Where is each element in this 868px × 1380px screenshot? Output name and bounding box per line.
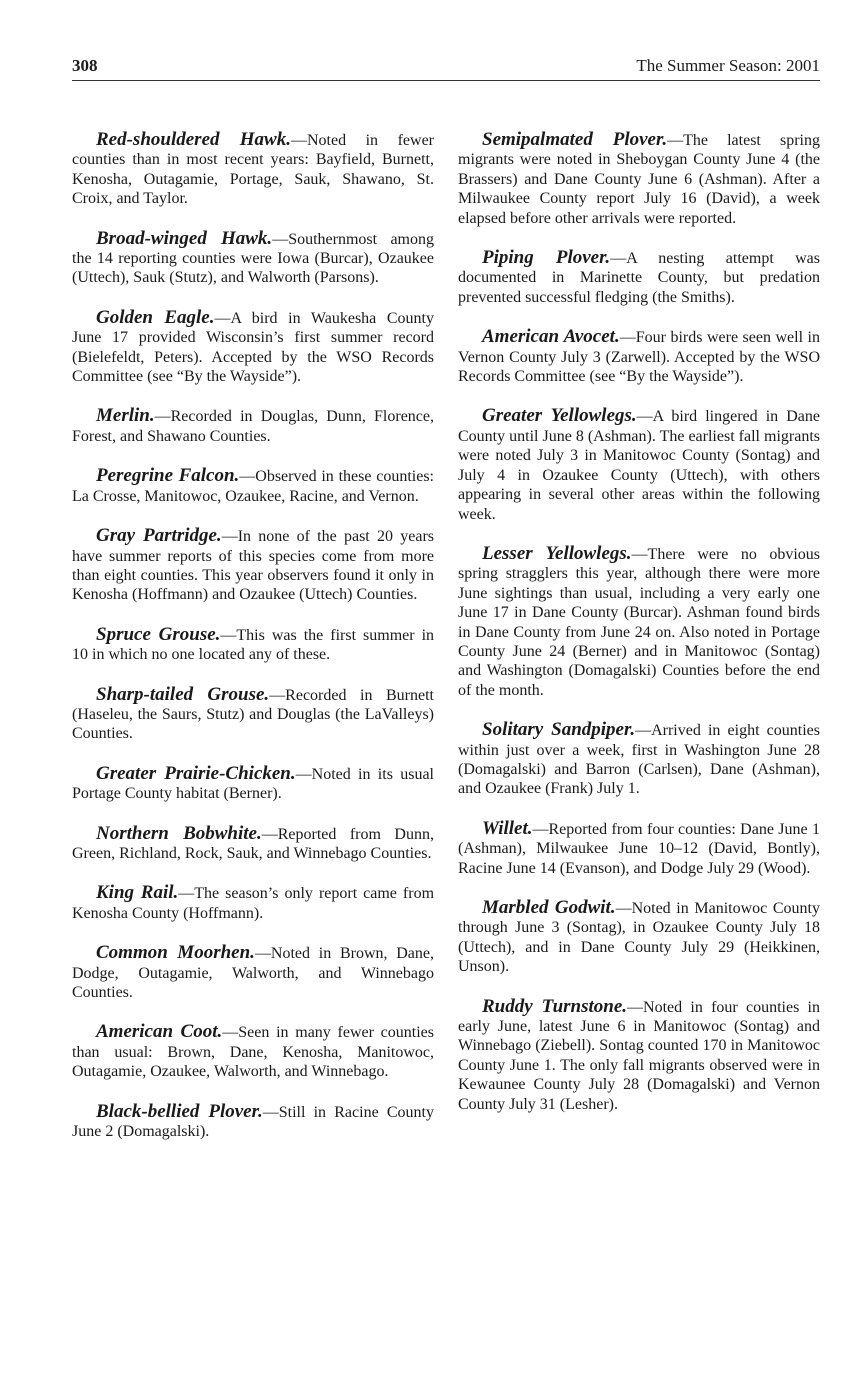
species-entry: Piping Plover.—A nesting attempt was documented in Marinette County, but predation prevented successful fledging (the Smiths). — [458, 247, 820, 306]
species-note: Noted in four counties in early June, latest June 6 in Manitowoc (Sontag) and Winnebago (Ziebell). Sontag counted 170 in Manitowoc County June 1. The only fall migrants observed were in Kewaunee County July 28 (Domagalski) and Vernon County July 31 (Lesher). — [458, 998, 820, 1113]
species-name: Sharp-tailed Grouse. — [96, 683, 270, 705]
species-note: A bird in Waukesha County June 17 provided Wisconsin’s first summer record (Bielefeldt, Peters). Accepted by the WSO Records Committee (see “By the Wayside”). — [72, 309, 434, 386]
species-note: Noted in its usual Portage County habitat (Berner). — [72, 765, 435, 803]
species-name: American Coot. — [96, 1021, 223, 1043]
species-note: Southernmost among the 14 reporting counties were Iowa (Burcar), Ozaukee (Uttech), Sauk (Stutz), and Walworth (Parsons). — [72, 230, 434, 287]
species-note: Seen in many fewer counties than usual: Brown, Dane, Kenosha, Manitowoc, Outagamie, Ozaukee, Walworth, and Winnebago. — [72, 1024, 435, 1081]
species-note: Four birds were seen well in Vernon County July 3 (Zarwell). Accepted by the WSO Records Committee (see “By the Wayside”). — [458, 329, 821, 386]
species-entry: Ruddy Turnstone.—Noted in four counties in early June, latest June 6 in Manitowoc (Sontag) and Winnebago (Ziebell). Sontag counted 170 in Manitowoc County June 1. The only fall migrants observed were in Kewaunee County July 28 (Domagalski) and Vernon County July 31 (Lesher). — [458, 995, 820, 1113]
species-entry: Spruce Grouse.—This was the first summer in 10 in which no one located any of these. — [72, 623, 435, 664]
species-entry: Greater Prairie-Chicken.—Noted in its usual Portage County habitat (Berner). — [72, 762, 435, 803]
page-header — [72, 56, 820, 81]
species-name: Common Moorhen. — [96, 942, 255, 964]
species-name: Solitary Sandpiper. — [482, 719, 636, 741]
species-name: Greater Yellowlegs. — [482, 405, 637, 427]
species-name: Merlin. — [96, 405, 155, 427]
species-entry: Lesser Yellowlegs.—There were no obvious spring stragglers this year, although there were more June sightings than usual, including a very early one June 17 in Dane County (Burcar). Ashman found birds in Dane County from June 24 on. Also noted in Portage County June 24 (Berner) and in Manitowoc (Sontag) and Washington (Domagalski) Counties before the end of the month. — [458, 542, 820, 699]
species-name: Black-bellied Plover. — [96, 1100, 263, 1122]
species-entry: Golden Eagle.—A bird in Waukesha County June 17 provided Wisconsin’s first summer record (Bielefeldt, Peters). Accepted by the WSO Records Committee (see “By the Wayside”). — [72, 306, 434, 386]
species-note: A bird lingered in Dane County until June 8 (Ashman). The earliest fall migrants were noted July 3 in Manitowoc County (Sontag) and July 4 in Ozaukee County (Uttech), with others appearing in several other areas within the following week. — [458, 408, 820, 523]
right-column — [458, 130, 820, 1134]
species-name: Broad-winged Hawk. — [96, 227, 273, 249]
left-column — [72, 130, 434, 1161]
running-title: The Summer Season: 2001 — [636, 56, 820, 75]
species-entry: American Coot.—Seen in many fewer counties than usual: Brown, Dane, Kenosha, Manitowoc, Outagamie, Ozaukee, Walworth, and Winnebago. — [72, 1021, 435, 1081]
species-note: The season’s only report came from Kenosha County (Hoffmann). — [72, 885, 435, 922]
species-name: Marbled Godwit. — [482, 897, 616, 918]
species-entry: Willet.—Reported from four counties: Dane June 1 (Ashman), Milwaukee June 10–12 (David, Bontly), Racine June 14 (Evanson), and Dodge July 29 (Wood). — [458, 817, 820, 877]
species-entry: King Rail.—The season’s only report came from Kenosha County (Hoffmann). — [72, 882, 435, 922]
species-entry: Gray Partridge.—In none of the past 20 years have summer reports of this species come from more than eight counties. This year observers found it only in Kenosha (Hoffmann) and Ozaukee (Uttech) Counties. — [72, 525, 434, 604]
species-note: Observed in these counties: La Crosse, Manitowoc, Ozaukee, Racine, and Vernon. — [72, 468, 434, 505]
species-name: Semipalmated Plover. — [482, 129, 668, 150]
species-name: Northern Bobwhite. — [96, 822, 262, 844]
species-note: Noted in Manitowoc County through June 3 (Sontag), in Ozaukee County July 18 (Uttech), and in Dane County July 29 (Heikkinen, Unson). — [458, 900, 820, 976]
species-name: Spruce Grouse. — [96, 623, 221, 645]
species-note: A nesting attempt was documented in Marinette County, but predation prevented successful fledging (the Smiths). — [458, 250, 820, 306]
species-entry: Peregrine Falcon.—Observed in these counties: La Crosse, Manitowoc, Ozaukee, Racine, and Vernon. — [72, 465, 434, 505]
species-name: Lesser Yellowlegs. — [482, 542, 632, 564]
species-entry: American Avocet.—Four birds were seen well in Vernon County July 3 (Zarwell). Accepted by the WSO Records Committee (see “By the Wayside”). — [458, 326, 821, 386]
species-note: Reported from Dunn, Green, Richland, Rock, Sauk, and Winnebago Counties. — [72, 825, 434, 862]
page-number: 308 — [72, 56, 98, 75]
species-note: This was the first summer in 10 in which no one located any of these. — [72, 626, 435, 664]
species-entry: Greater Yellowlegs.—A bird lingered in Dane County until June 8 (Ashman). The earliest fall migrants were noted July 3 in Manitowoc County (Sontag) and July 4 in Ozaukee County (Uttech), with others appearing in several other areas within the following week. — [458, 405, 820, 523]
species-note: In none of the past 20 years have summer reports of this species come from more than eight counties. This year observers found it only in Kenosha (Hoffmann) and Ozaukee (Uttech) Counties. — [72, 528, 434, 604]
species-note: Noted in Brown, Dane, Dodge, Outagamie, Walworth, and Winnebago Counties. — [72, 945, 435, 1001]
species-name: King Rail. — [96, 882, 179, 904]
species-name: Piping Plover. — [482, 247, 611, 269]
species-entry: Northern Bobwhite.—Reported from Dunn, Green, Richland, Rock, Sauk, and Winnebago Counties. — [72, 822, 434, 862]
species-name: Ruddy Turnstone. — [482, 995, 628, 1017]
species-note: Arrived in eight counties within just over a week, first in Washington June 28 (Domagalski) and Barron (Carlsen), Dane (Ashman), and Ozaukee (Frank) July 1. — [458, 722, 820, 798]
species-entry: Merlin.—Recorded in Douglas, Dunn, Florence, Forest, and Shawano Counties. — [72, 405, 434, 445]
species-name: Red-shouldered Hawk. — [96, 129, 291, 150]
species-entry: Solitary Sandpiper.—Arrived in eight counties within just over a week, first in Washington June 28 (Domagalski) and Barron (Carlsen), Dane (Ashman), and Ozaukee (Frank) July 1. — [458, 719, 820, 798]
species-entry: Semipalmated Plover.—The latest spring migrants were noted in Sheboygan County June 4 (the Brassers) and Dane County June 6 (Ashman). After a Milwaukee County report July 16 (David), a week elapsed before other arrivals were reported. — [458, 129, 820, 227]
species-note: The latest spring migrants were noted in Sheboygan County June 4 (the Brassers) and Dane County June 6 (Ashman). After a Milwaukee County report July 16 (David), a week elapsed before other arrivals were reported. — [458, 132, 820, 227]
species-name: American Avocet. — [482, 326, 620, 348]
species-note: Recorded in Douglas, Dunn, Florence, Forest, and Shawano Counties. — [72, 408, 434, 445]
species-entry: Marbled Godwit.—Noted in Manitowoc County through June 3 (Sontag), in Ozaukee County July 18 (Uttech), and in Dane County July 29 (Heikkinen, Unson). — [458, 897, 820, 976]
species-note: Reported from four counties: Dane June 1 (Ashman), Milwaukee June 10–12 (David, Bontly), Racine June 14 (Evanson), and Dodge July 29 (Wood). — [458, 820, 820, 877]
species-name: Willet. — [482, 817, 533, 839]
species-name: Golden Eagle. — [96, 306, 215, 328]
species-entry: Black-bellied Plover.—Still in Racine County June 2 (Domagalski). — [72, 1100, 434, 1141]
species-name: Peregrine Falcon. — [96, 465, 240, 487]
species-entry: Red-shouldered Hawk.—Noted in fewer counties than in most recent years: Bayfield, Burnett, Kenosha, Outagamie, Portage, Sauk, Shawano, St. Croix, and Taylor. — [72, 129, 434, 208]
species-entry: Common Moorhen.—Noted in Brown, Dane, Dodge, Outagamie, Walworth, and Winnebago Counties. — [72, 942, 435, 1001]
species-note: Recorded in Burnett (Haseleu, the Saurs, Stutz) and Douglas (the LaValleys) Counties. — [72, 686, 434, 743]
species-name: Greater Prairie-Chicken. — [96, 762, 296, 784]
species-note: Still in Racine County June 2 (Domagalski). — [72, 1103, 434, 1141]
species-note: There were no obvious spring stragglers this year, although there were more June sightings than usual, including a very early one June 17 in Dane County (Burcar). Ashman found birds in Dane County from June 24 on. Also noted in Portage County June 24 (Berner) and in Manitowoc (Sontag) and Washington (Domagalski) Counties before the end of the month. — [458, 545, 820, 699]
species-note: Noted in fewer counties than in most recent years: Bayfield, Burnett, Kenosha, Outagamie, Portage, Sauk, Shawano, St. Croix, and Taylor. — [72, 132, 434, 208]
species-entry: Sharp-tailed Grouse.—Recorded in Burnett (Haseleu, the Saurs, Stutz) and Douglas (the LaValleys) Counties. — [72, 683, 434, 743]
species-name: Gray Partridge. — [96, 525, 222, 547]
species-entry: Broad-winged Hawk.—Southernmost among the 14 reporting counties were Iowa (Burcar), Ozaukee (Uttech), Sauk (Stutz), and Walworth (Parsons). — [72, 227, 434, 287]
